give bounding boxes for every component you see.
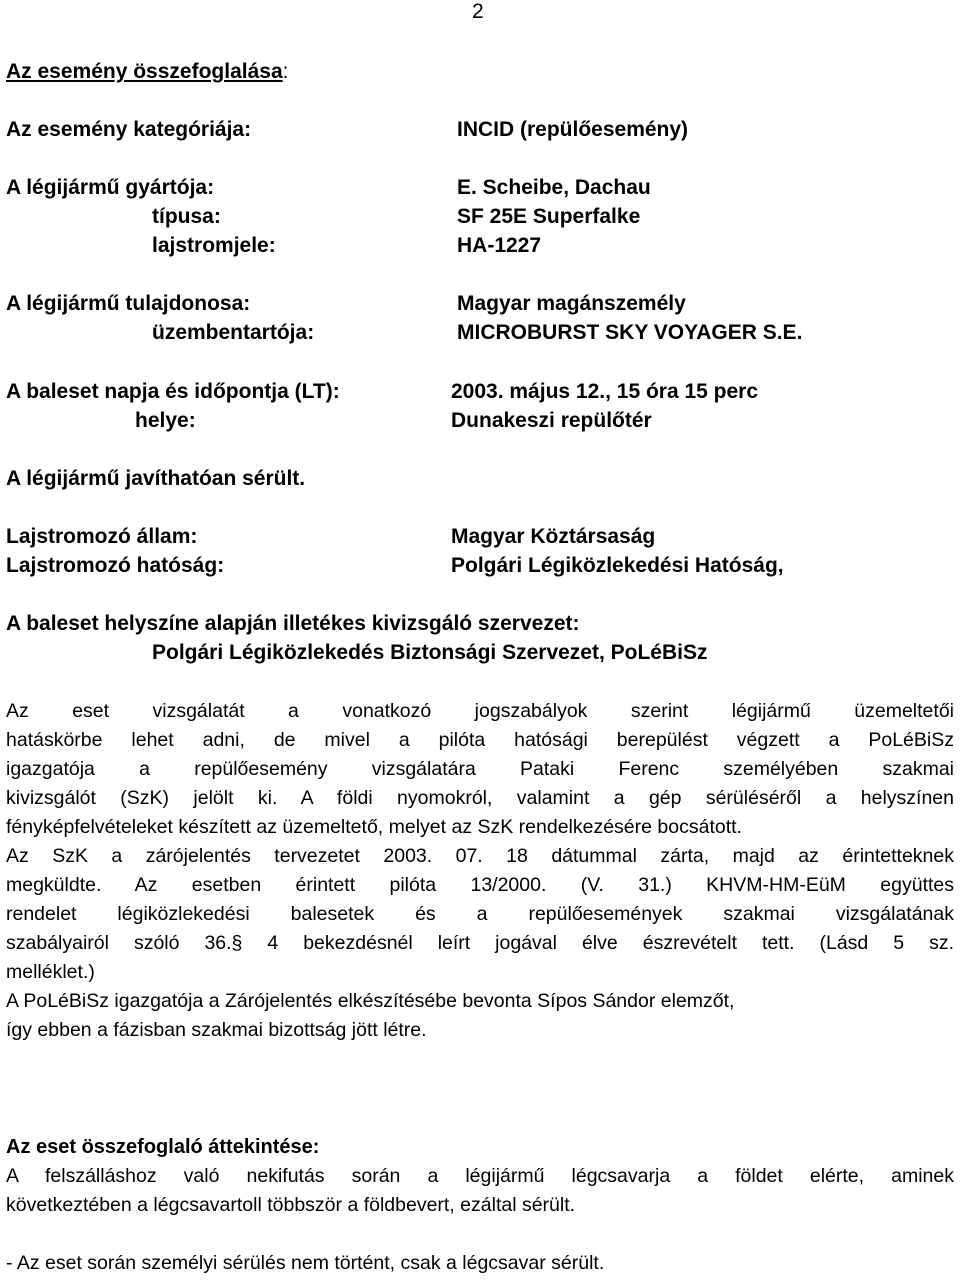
- paragraph-line: igazgatója a repülőesemény vizsgálatára Pataki Ferenc személyében szakmai: [6, 758, 954, 780]
- paragraph-line: melléklet.): [6, 961, 95, 983]
- category-value: INCID (repülőesemény): [457, 118, 689, 141]
- paragraph-line: A PoLéBiSz igazgatója a Zárójelentés elkészítésébe bevonta Sípos Sándor elemzőt,: [6, 990, 735, 1012]
- datetime-label: A baleset napja és időpontja (LT):: [6, 380, 340, 403]
- damage-statement: A légijármű javíthatóan sérült.: [6, 467, 306, 490]
- investigator-label: A baleset helyszíne alapján illetékes kivizsgáló szervezet:: [6, 612, 580, 635]
- manufacturer-value: E. Scheibe, Dachau: [457, 176, 651, 199]
- reg-authority-value: Polgári Légiközlekedési Hatóság,: [451, 554, 784, 577]
- paragraph-line: fényképfelvételeket készített az üzemeltető, melyet az SzK rendelkezésére bocsátott.: [6, 816, 742, 838]
- summary-heading-colon: :: [282, 60, 289, 83]
- location-value: Dunakeszi repülőtér: [451, 409, 652, 432]
- summary-heading: [6, 60, 288, 84]
- paragraph-line: szabályairól szóló 36.§ 4 bekezdésnél leírt jogával élve észrevételt tett. (Lásd 5 sz.: [6, 932, 954, 954]
- datetime-value: 2003. május 12., 15 óra 15 perc: [451, 380, 759, 403]
- reg-state-value: Magyar Köztársaság: [451, 525, 656, 548]
- overview-line: A felszálláshoz való nekifutás során a légijármű légcsavarja a földet elérte, aminek: [6, 1165, 954, 1187]
- overview-heading: Az eset összefoglaló áttekintése:: [6, 1136, 320, 1158]
- type-label: típusa:: [152, 205, 221, 228]
- summary-heading-text: Az esemény összefoglalása: [6, 60, 283, 83]
- owner-label: A légijármű tulajdonosa:: [6, 292, 251, 315]
- category-label: Az esemény kategóriája:: [6, 118, 252, 141]
- reg-state-label: Lajstromozó állam:: [6, 525, 198, 548]
- operator-label: üzembentartója:: [152, 321, 315, 344]
- operator-value: MICROBURST SKY VOYAGER S.E.: [457, 321, 803, 344]
- investigator-value: Polgári Légiközlekedés Biztonsági Szervezet, PoLéBiSz: [152, 641, 708, 664]
- paragraph-line: megküldte. Az esetben érintett pilóta 13/2000. (V. 31.) KHVM-HM-EüM együttes: [6, 874, 954, 896]
- registration-label: lajstromjele:: [152, 234, 276, 257]
- paragraph-line: rendelet légiközlekedési balesetek és a repülőesemények szakmai vizsgálatának: [6, 903, 954, 925]
- overview-line: következtében a légcsavartoll többször a földbevert, ezáltal sérült.: [6, 1194, 576, 1216]
- manufacturer-label: A légijármű gyártója:: [6, 176, 215, 199]
- paragraph-line: így ebben a fázisban szakmai bizottság jött létre.: [6, 1019, 427, 1041]
- paragraph-line: kivizsgálót (SzK) jelölt ki. A földi nyomokról, valamint a gép sérüléséről a helyszínen: [6, 787, 954, 809]
- paragraph-line: Az SzK a zárójelentés tervezetet 2003. 07. 18 dátummal zárta, majd az érintetteknek: [6, 845, 954, 867]
- registration-value: HA-1227: [457, 234, 542, 257]
- paragraph-line: Az eset vizsgálatát a vonatkozó jogszabályok szerint légijármű üzemeltetői: [6, 700, 954, 722]
- injury-note: - Az eset során személyi sérülés nem történt, csak a légcsavar sérült.: [6, 1252, 605, 1274]
- paragraph-line: hatáskörbe lehet adni, de mivel a pilóta hatósági berepülést végzett a PoLéBiSz: [6, 729, 954, 751]
- type-value: SF 25E Superfalke: [457, 205, 641, 228]
- owner-value: Magyar magánszemély: [457, 292, 686, 315]
- reg-authority-label: Lajstromozó hatóság:: [6, 554, 225, 577]
- page-number: 2: [472, 0, 484, 23]
- location-label: helye:: [135, 409, 196, 432]
